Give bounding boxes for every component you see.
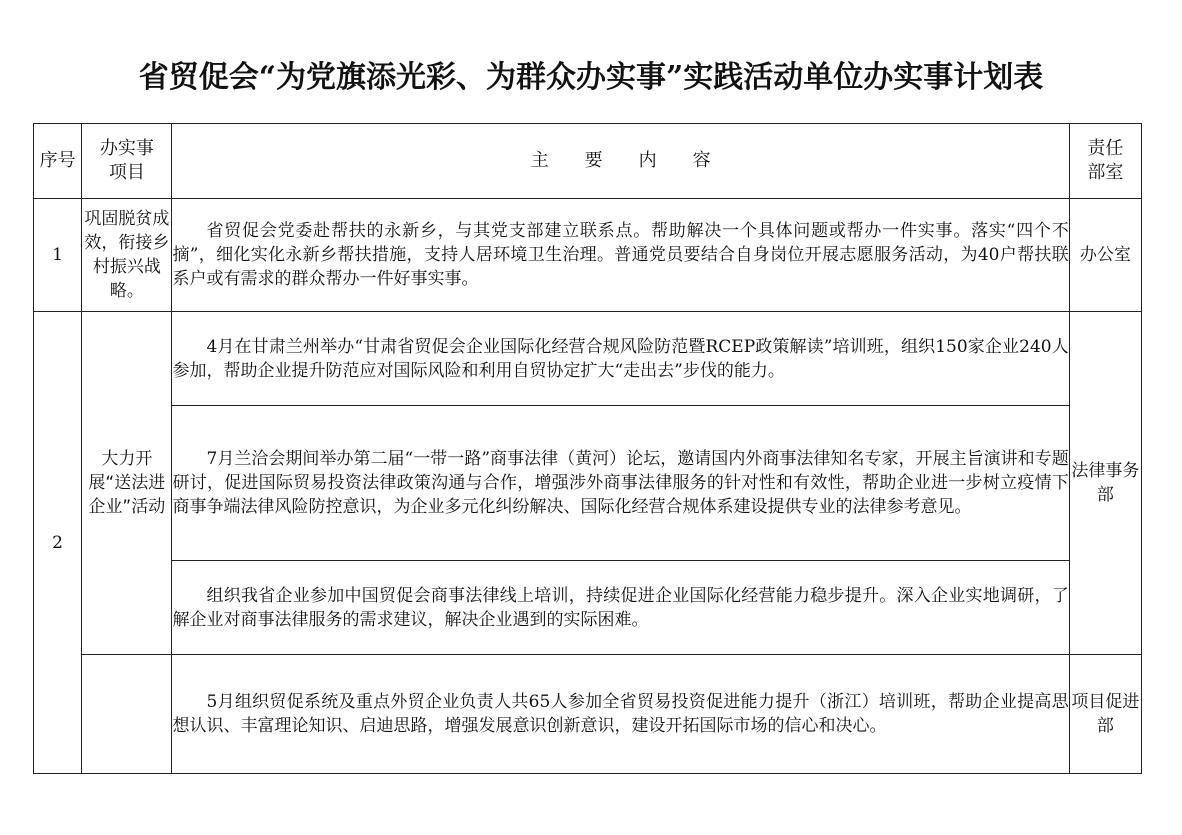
table-row <box>34 312 1142 406</box>
row-item: 大力开展“送法进企业”活动 <box>82 312 172 655</box>
row-no: 2 <box>34 312 82 774</box>
row-dept: 项目促进部 <box>1069 655 1141 774</box>
table-row <box>34 655 1142 774</box>
row-dept: 办公室 <box>1069 199 1141 312</box>
header-no: 序号 <box>34 124 82 199</box>
table-row <box>34 561 1142 655</box>
row-content: 7月兰洽会期间举办第二届“一带一路”商事法律（黄河）论坛，邀请国内外商事法律知名专家，开展主旨演讲和专题研讨，促进国际贸易投资法律政策沟通与合作，增强涉外商事法律服务的针对性和有效性，帮助企业进一步树立疫情下商事争端法律风险防控意识，为企业多元化纠纷解决、国际化经营合规体系建设提供专业的法律参考意见。 <box>172 406 1069 561</box>
page-title: 省贸促会“为党旗添光彩、为群众办实事”实践活动单位办实事计划表 <box>138 60 1044 95</box>
table-row <box>34 199 1142 312</box>
row-no: 1 <box>34 199 82 312</box>
header-dept: 责任部室 <box>1069 124 1141 199</box>
table-header-row <box>34 124 1142 199</box>
row-content: 5月组织贸促系统及重点外贸企业负责人共65人参加全省贸易投资促进能力提升（浙江）培训班，帮助企业提高思想认识、丰富理论知识、启迪思路，增强发展意识创新意识，建设开拓国际市场的信心和决心。 <box>172 655 1069 774</box>
header-content: 主要内容 <box>172 124 1069 199</box>
row-content: 省贸促会党委赴帮扶的永新乡，与其党支部建立联系点。帮助解决一个具体问题或帮办一件实事。落实“四个不摘”，细化实化永新乡帮扶措施，支持人居环境卫生治理。普通党员要结合自身岗位开展志愿服务活动，为40户帮扶联系户或有需求的群众帮办一件好事实事。 <box>172 199 1069 312</box>
row-content: 4月在甘肃兰州举办“甘肃省贸促会企业国际化经营合规风险防范暨RCEP政策解读”培训班，组织150家企业240人参加，帮助企业提升防范应对国际风险和利用自贸协定扩大“走出去”步伐的能力。 <box>172 312 1069 406</box>
row-item: 巩固脱贫成效，衔接乡村振兴战略。 <box>82 199 172 312</box>
plan-table <box>33 123 1142 774</box>
row-dept: 法律事务部 <box>1069 312 1141 655</box>
table-row <box>34 406 1142 561</box>
header-item: 办实事项目 <box>82 124 172 199</box>
row-content: 组织我省企业参加中国贸促会商事法律线上培训，持续促进企业国际化经营能力稳步提升。深入企业实地调研，了解企业对商事法律服务的需求建议，解决企业遇到的实际困难。 <box>172 561 1069 655</box>
row-item-empty <box>82 655 172 774</box>
